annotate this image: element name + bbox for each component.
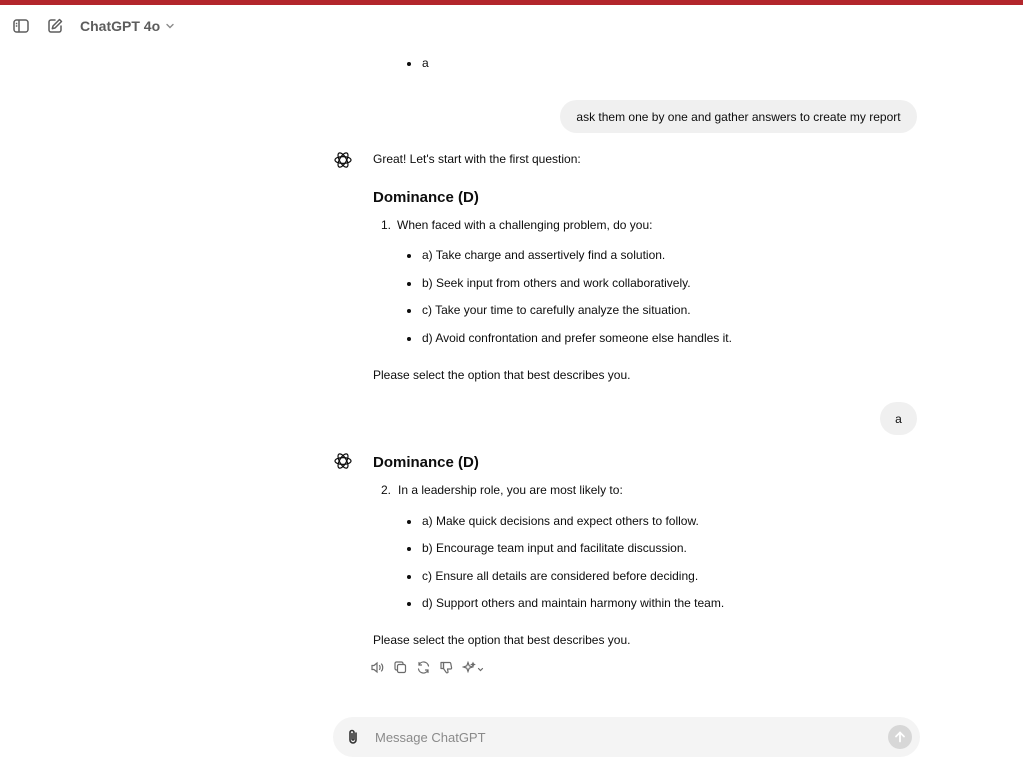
question-2-text: In a leadership role, you are most likely to: [398, 483, 623, 497]
previous-bullet: a [422, 56, 429, 70]
copy-button[interactable] [393, 660, 408, 675]
user-message-bubble [560, 100, 917, 133]
question-1-option-d: d) Avoid confrontation and prefer someone else handles it. [422, 331, 732, 345]
sparkle-icon [462, 660, 486, 675]
read-aloud-icon [370, 660, 385, 675]
question-1-option-a: a) Take charge and assertively find a solution. [422, 248, 666, 262]
arrow-up-icon [893, 730, 907, 744]
user-message-text: ask them one by one and gather answers to create my report [576, 109, 901, 124]
model-name: ChatGPT 4o [80, 18, 161, 34]
model-switch-button[interactable] [462, 660, 486, 675]
message-input[interactable] [375, 730, 888, 745]
regenerate-icon [416, 660, 431, 675]
assistant-heading-1: Dominance (D) [373, 189, 479, 206]
question-1-option-b: b) Seek input from others and work collaboratively. [422, 276, 691, 290]
user-message-text: a [895, 411, 902, 426]
model-selector[interactable] [80, 18, 176, 34]
assistant-intro-text: Great! Let's start with the first question: [373, 152, 581, 166]
send-button[interactable] [888, 725, 912, 749]
chevron-down-icon [164, 20, 176, 32]
question-2-number: 2. [381, 483, 392, 497]
new-chat-button[interactable] [44, 15, 66, 37]
paperclip-icon [345, 728, 361, 746]
message-actions [370, 660, 486, 675]
assistant-avatar-icon [333, 451, 353, 471]
regenerate-button[interactable] [416, 660, 431, 675]
user-message-bubble [880, 402, 917, 435]
question-2-option-b: b) Encourage team input and facilitate discussion. [422, 541, 687, 555]
message-composer [333, 717, 920, 757]
assistant-heading-2: Dominance (D) [373, 454, 479, 471]
question-2-option-d: d) Support others and maintain harmony within the team. [422, 596, 725, 610]
assistant-avatar-icon [333, 150, 353, 170]
read-aloud-button[interactable] [370, 660, 385, 675]
question-1-option-c: c) Take your time to carefully analyze the situation. [422, 303, 691, 317]
assistant-closing-text-2: Please select the option that best describes you. [373, 633, 631, 647]
assistant-closing-text-1: Please select the option that best describes you. [373, 368, 631, 382]
new-chat-icon [46, 17, 64, 35]
sidebar-toggle-button[interactable] [10, 15, 32, 37]
header [0, 5, 1023, 47]
question-2-option-a: a) Make quick decisions and expect others to follow. [422, 514, 699, 528]
thumbs-down-button[interactable] [439, 660, 454, 675]
sidebar-toggle-icon [12, 17, 30, 35]
question-2-option-c: c) Ensure all details are considered before deciding. [422, 569, 699, 583]
thumbs-down-icon [439, 660, 454, 675]
question-1-text: When faced with a challenging problem, do you: [397, 218, 653, 232]
conversation-area[interactable] [0, 47, 1023, 707]
attach-button[interactable] [343, 727, 363, 747]
copy-icon [393, 660, 408, 675]
question-1-number: 1. [381, 218, 392, 232]
